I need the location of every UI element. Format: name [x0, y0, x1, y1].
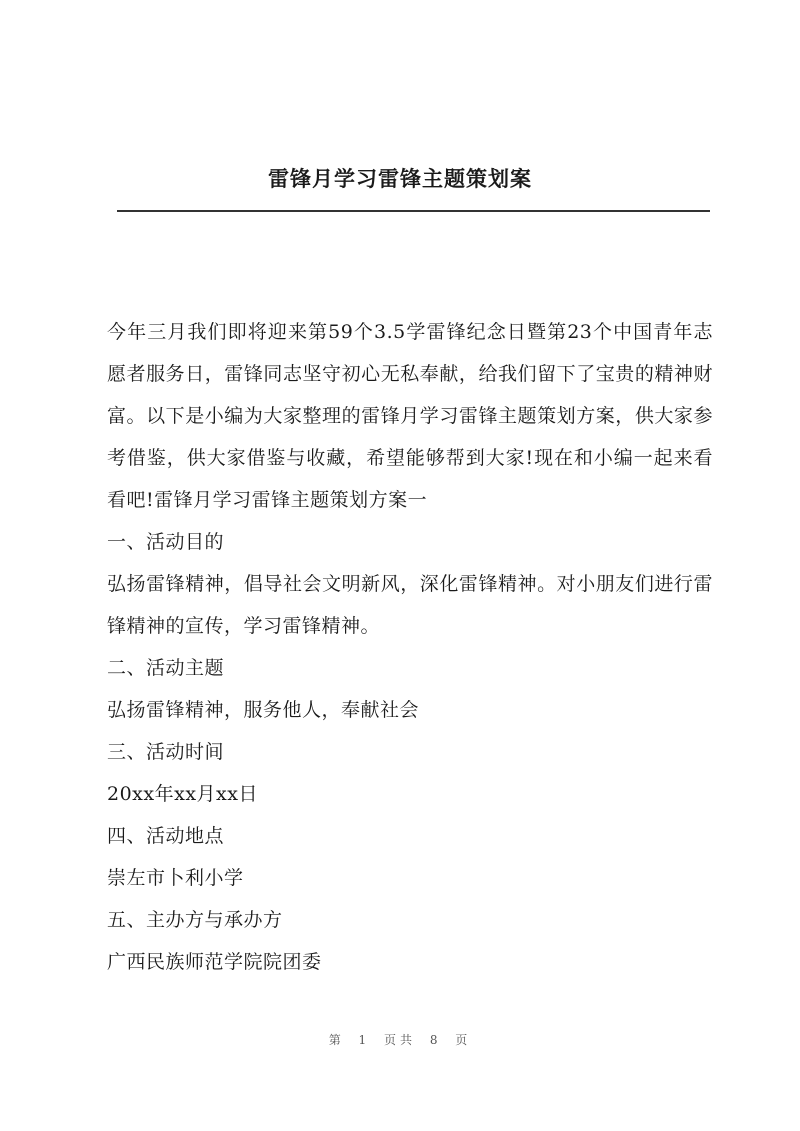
- title-divider: [117, 210, 710, 212]
- section-heading-purpose: 一、活动目的: [107, 531, 225, 553]
- section-content-purpose: 弘扬雷锋精神，倡导社会文明新风，深化雷锋精神。对小朋友们进行雷锋精神的宣传，学习雷锋精神。: [107, 573, 713, 637]
- section-content-location: 崇左市卜利小学: [107, 867, 244, 889]
- section-heading-time: 三、活动时间: [107, 741, 225, 763]
- section-heading-theme: 二、活动主题: [107, 657, 225, 679]
- page-title: 雷锋月学习雷锋主题策划案: [268, 166, 532, 191]
- section-heading-location: 四、活动地点: [107, 825, 225, 847]
- section-content-organizers: 广西民族师范学院院团委: [107, 951, 322, 973]
- section-content-time: 20xx年xx月xx日: [107, 783, 258, 805]
- page-number-footer: 第 1 页共 8 页: [328, 1033, 472, 1047]
- intro-paragraph: 今年三月我们即将迎来第59个3.5学雷锋纪念日暨第23个中国青年志愿者服务日，雷锋同志坚守初心无私奉献，给我们留下了宝贵的精神财富。以下是小编为大家整理的雷锋月学习雷锋主题策划方案，供大家参考借鉴，供大家借鉴与收藏，希望能够帮到大家!现在和小编一起来看看吧!雷锋月学习雷锋主题策划方案一: [107, 321, 713, 511]
- section-heading-organizers: 五、主办方与承办方: [107, 909, 283, 931]
- section-content-theme: 弘扬雷锋精神，服务他人，奉献社会: [107, 699, 420, 721]
- document-body: [107, 311, 713, 983]
